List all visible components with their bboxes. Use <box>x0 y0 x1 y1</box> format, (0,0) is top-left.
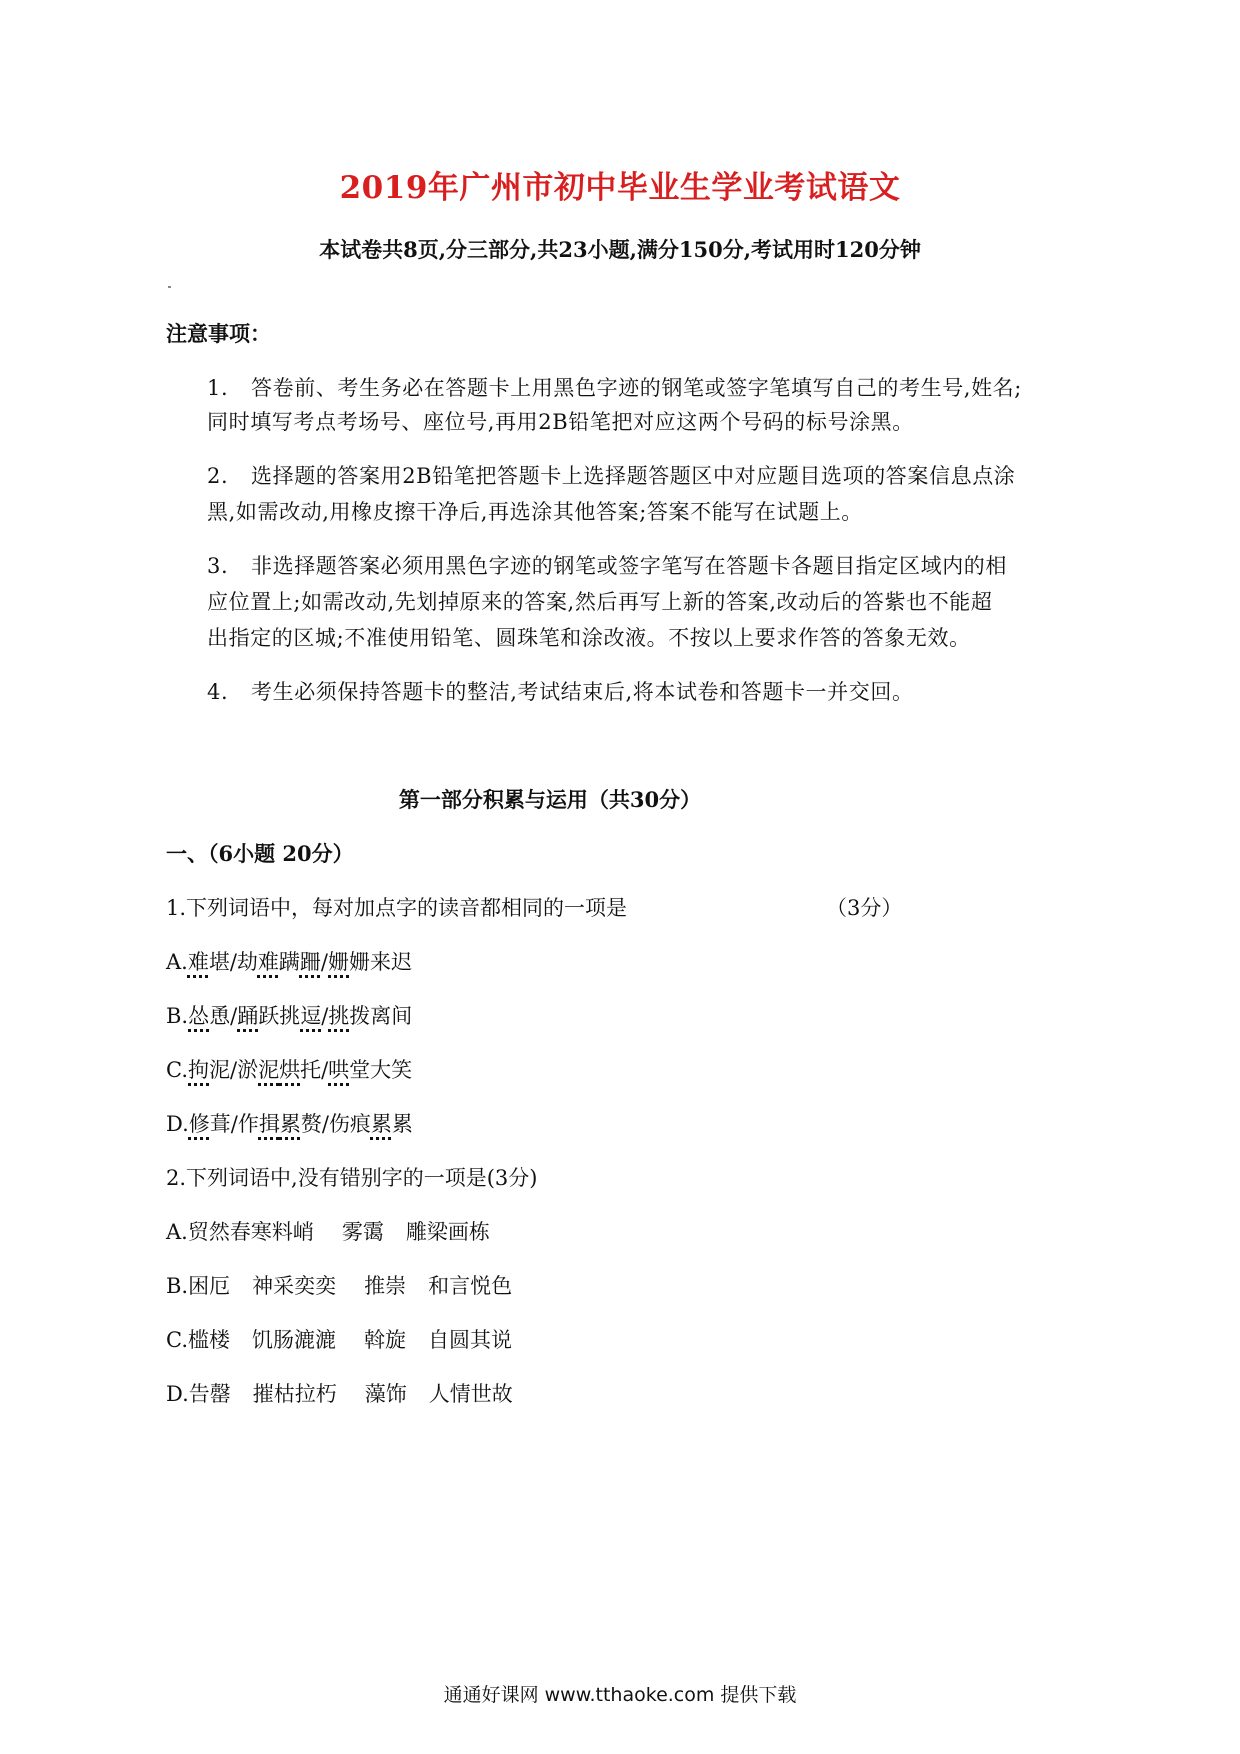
notes-heading: 注意事项： <box>166 321 271 346</box>
dotted-char: 拘 <box>188 1058 209 1082</box>
dotted-char: 烘 <box>279 1058 301 1082</box>
dotted-char: 踊 <box>237 1004 259 1028</box>
note-2-line-2: 黑,如需改动,用橡皮擦干净后,再选涂其他答案;答案不能写在试题上。 <box>207 500 863 524</box>
question-1-option-d: D.修葺/作揖累赘/伤痕累累 <box>166 1112 413 1136</box>
question-1-option-c: C.拘泥/淤泥烘托/哄堂大笑 <box>166 1058 413 1082</box>
dotted-char: 泥 <box>258 1058 280 1082</box>
note-3-line-1: 3. 非选择题答案必须用黑色字迹的钢笔或签字笔写在答题卡各题目指定区域内的相 <box>207 554 1007 578</box>
dotted-char: 难 <box>187 950 209 974</box>
dotted-char: 累 <box>370 1112 392 1136</box>
dotted-char: 逗 <box>300 1004 322 1028</box>
dotted-char: 揖 <box>258 1112 280 1136</box>
note-4-line-1: 4. 考生必须保持答题卡的整洁,考试结束后,将本试卷和答题卡一并交回。 <box>207 680 914 704</box>
note-2-line-1: 2. 选择题的答案用2B铅笔把答题卡上选择题答题区中对应题目选项的答案信息点涂 <box>207 464 1016 488</box>
part-1-heading: 第一部分积累与运用（共30分） <box>398 787 702 812</box>
dotted-char: 哄 <box>328 1058 350 1082</box>
question-2-option-d: D.告罄 摧枯拉朽 藻饰 人情世故 <box>166 1382 513 1406</box>
question-2-option-b: B.困厄 神采奕奕 推崇 和言悦色 <box>166 1274 513 1298</box>
question-2-option-c: C.槛楼 饥肠漉漉 斡旋 自圆其说 <box>166 1328 512 1352</box>
dotted-char: 跚 <box>299 950 321 974</box>
question-2-stem: 2.下列词语中,没有错别字的一项是(3分) <box>166 1166 538 1190</box>
exam-title: 2019年广州市初中毕业生学业考试语文 <box>339 170 901 206</box>
note-3-line-3: 出指定的区城;不准使用铅笔、圆珠笔和涂改液。不按以上要求作答的答象无效。 <box>207 626 971 650</box>
dotted-char: 姗 <box>328 950 349 974</box>
exam-subtitle: 本试卷共8页,分三部分,共23小题,满分150分,考试用时120分钟 <box>319 237 921 262</box>
scan-speck <box>168 286 171 288</box>
dotted-char: 难 <box>257 950 279 974</box>
note-1-line-2: 同时填写考点考场号、座位号,再用2B铅笔把对应这两个号码的标号涂黑。 <box>207 410 914 434</box>
question-1-score: （3分） <box>826 896 903 920</box>
page-footer: 通通好课网 www.tthaoke.com 提供下载 <box>443 1684 797 1706</box>
note-3-number: 3. <box>207 554 229 578</box>
dotted-char: 怂 <box>188 1004 210 1028</box>
note-1-number: 1. <box>207 376 229 400</box>
dotted-char: 累 <box>279 1112 301 1136</box>
note-1-line-1: 1. 答卷前、考生务必在答题卡上用黑色字迹的钢笔或签字笔填写自己的考生号,姓名; <box>207 376 1022 400</box>
note-3-line-2: 应位置上;如需改动,先划掉原来的答案,然后再写上新的答案,改动后的答紫也不能超 <box>207 590 993 614</box>
question-1-option-a: A.难堪/劫难蹒跚/姗姗来迟 <box>166 950 412 974</box>
question-1-stem: 1.下列词语中，每对加点字的读音都相同的一项是 <box>166 896 628 920</box>
dotted-char: 挑 <box>328 1004 350 1028</box>
section-1-heading: 一、（6小题 20分） <box>166 841 354 866</box>
note-2-number: 2. <box>207 464 229 488</box>
question-1-option-b: B.怂恿/踊跃挑逗/挑拨离间 <box>166 1004 413 1028</box>
question-2-option-a: A.贸然春寒料峭 雾霭 雕梁画栋 <box>166 1220 490 1244</box>
note-4-number: 4. <box>207 680 229 704</box>
dotted-char: 修 <box>188 1112 210 1136</box>
